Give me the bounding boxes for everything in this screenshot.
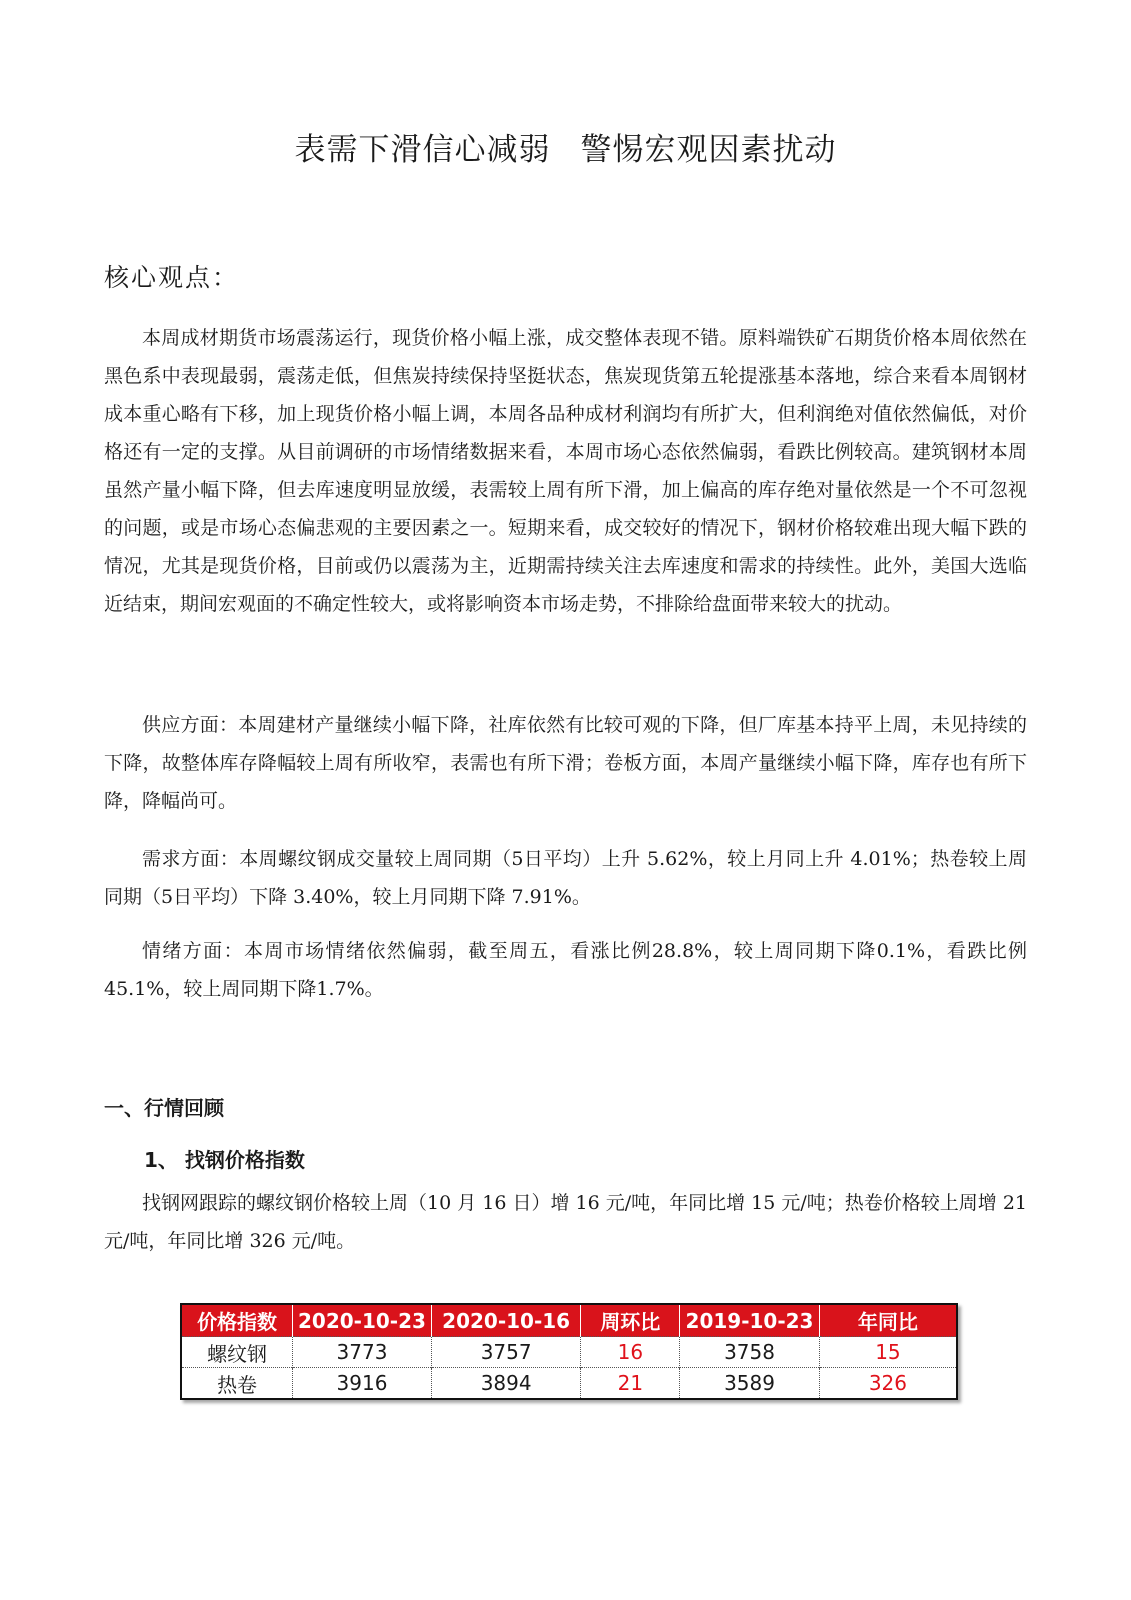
core-viewpoint-heading: 核心观点： <box>104 263 240 292</box>
table-cell: 3916 <box>293 1368 432 1400</box>
table-header-cell: 年同比 <box>819 1304 957 1337</box>
supply-paragraph: 供应方面：本周建材产量继续小幅下降，社库依然有比较可观的下降，但厂库基本持平上周，未见持续的下降，故整体库存降幅较上周有所收窄，表需也有所下滑；卷板方面，本周产量继续小幅下降，库存也有所下降，降幅尚可。 <box>104 714 1027 812</box>
table-header-cell: 2019-10-23 <box>680 1304 820 1337</box>
table-cell: 热卷 <box>181 1368 293 1400</box>
table-cell: 21 <box>581 1368 680 1400</box>
table-cell: 326 <box>819 1368 957 1400</box>
table-row <box>181 1368 957 1400</box>
table-header-row <box>181 1304 957 1337</box>
price-index-paragraph: 找钢网跟踪的螺纹钢价格较上周（10 月 16 日）增 16 元/吨，年同比增 15 元/吨；热卷价格较上周增 21 元/吨，年同比增 326 元/吨。 <box>104 1192 1028 1252</box>
table-cell: 3773 <box>293 1337 432 1368</box>
table-cell: 3589 <box>680 1368 820 1400</box>
table-header-cell: 价格指数 <box>181 1304 293 1337</box>
subsection-heading-price-index: 1、 找钢价格指数 <box>144 1148 305 1172</box>
demand-paragraph: 需求方面：本周螺纹钢成交量较上周同期（5日平均）上升 5.62%，较上月同上升 4.01%；热卷较上周同期（5日平均）下降 3.40%，较上月同期下降 7.91%。 <box>104 848 1027 908</box>
table-header-cell: 周环比 <box>581 1304 680 1337</box>
sentiment-paragraph: 情绪方面：本周市场情绪依然偏弱，截至周五，看涨比例28.8%，较上周同期下降0.1%，看跌比例45.1%，较上周同期下降1.7%。 <box>104 940 1027 1000</box>
table-cell: 16 <box>581 1337 680 1368</box>
table-header-cell: 2020-10-23 <box>293 1304 432 1337</box>
title-part-2: 警惕宏观因素扰动 <box>580 132 837 168</box>
section-heading-market-review: 一、行情回顾 <box>104 1096 224 1120</box>
table-cell: 螺纹钢 <box>181 1337 293 1368</box>
summary-paragraph: 本周成材期货市场震荡运行，现货价格小幅上涨，成交整体表现不错。原料端铁矿石期货价格本周依然在黑色系中表现最弱，震荡走低，但焦炭持续保持坚挺状态，焦炭现货第五轮提涨基本落地，综合来看本周钢材成本重心略有下移，加上现货价格小幅上调，本周各品种成材利润均有所扩大，但利润绝对值依然偏低，对价格还有一定的支撑。从目前调研的市场情绪数据来看，本周市场心态依然偏弱，看跌比例较高。建筑钢材本周虽然产量小幅下降，但去库速度明显放缓，表需较上周有所下滑，加上偏高的库存绝对量依然是一个不可忽视的问题，或是市场心态偏悲观的主要因素之一。短期来看，成交较好的情况下，钢材价格较难出现大幅下跌的情况，尤其是现货价格，目前或仍以震荡为主，近期需持续关注去库速度和需求的持续性。此外，美国大选临近结束，期间宏观面的不确定性较大，或将影响资本市场走势，不排除给盘面带来较大的扰动。 <box>104 327 1027 615</box>
title-part-1: 表需下滑信心减弱 <box>294 132 551 168</box>
table-cell: 3894 <box>431 1368 581 1400</box>
document-title <box>0 124 1131 169</box>
table-cell: 3757 <box>431 1337 581 1368</box>
price-index-table <box>180 1303 958 1400</box>
table-header-cell: 2020-10-16 <box>431 1304 581 1337</box>
table-cell: 3758 <box>680 1337 820 1368</box>
table-row <box>181 1337 957 1368</box>
table-cell: 15 <box>819 1337 957 1368</box>
